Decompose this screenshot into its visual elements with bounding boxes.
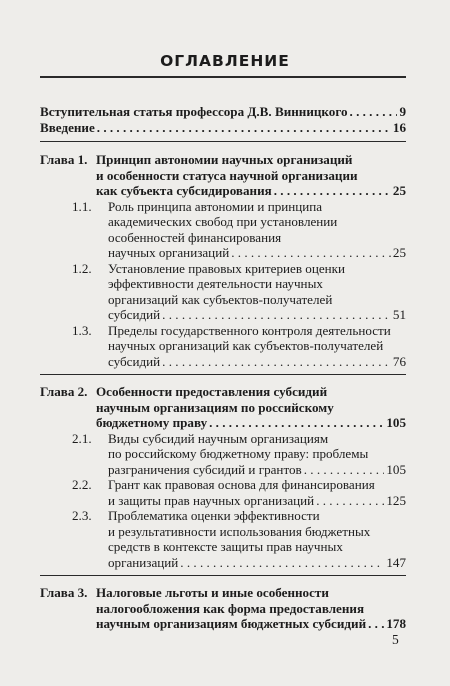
chapter-number: Глава 2. <box>40 384 88 399</box>
page-ref: 9 <box>399 104 406 119</box>
dot-leader <box>368 616 384 632</box>
chapter-rule <box>40 575 406 576</box>
entry-title-line: организаций как субъектов-получателей <box>108 291 333 307</box>
entry-title-line: Особенности предоставления субсидий <box>96 384 328 399</box>
section-entry[interactable] <box>108 477 406 508</box>
section-number: 1.1. <box>72 198 92 214</box>
entry-title-line: средств в контексте защиты прав научных <box>108 539 343 554</box>
entry-title-line: научных организаций как субъектов-получателей <box>108 338 384 353</box>
page-ref: 16 <box>392 119 406 135</box>
front-matter-entry[interactable] <box>40 120 406 136</box>
entry-title-line: субсидий <box>108 307 161 322</box>
dot-leader <box>162 307 391 323</box>
dot-leader <box>274 183 391 199</box>
section-rule <box>40 141 406 142</box>
section-entry[interactable] <box>108 508 406 570</box>
entry-title-line: разграничения субсидий и грантов <box>108 461 302 477</box>
page-number: 5 <box>392 632 399 647</box>
dot-leader <box>180 555 384 571</box>
entry-title-line: Налоговые льготы и иные особенности <box>96 585 329 600</box>
chapter-number: Глава 1. <box>40 152 88 167</box>
section-entry[interactable] <box>108 323 406 370</box>
dot-leader <box>209 415 384 431</box>
section-number: 2.3. <box>72 508 92 523</box>
entry-title-line: эффективности деятельности научных <box>108 276 323 291</box>
dot-leader <box>304 462 385 478</box>
entry-title-line: и защиты прав научных организаций <box>108 492 315 508</box>
entry-title-line: и результативности использования бюджетных <box>108 523 371 539</box>
entry-title-line: академических свобод при установлении <box>108 214 338 229</box>
entry-title-line: Виды субсидий научным организациям <box>108 430 329 446</box>
dot-leader <box>231 245 391 261</box>
chapter-entry[interactable] <box>96 152 406 199</box>
entry-title-line: субсидий <box>108 353 161 369</box>
page-ref: 147 <box>386 554 406 570</box>
page-ref: 51 <box>392 307 406 322</box>
entry-title-line: научным организациям бюджетных субсидий <box>96 616 367 631</box>
entry-title-line: Роль принципа автономии и принципа <box>108 198 323 214</box>
section-number: 1.2. <box>72 260 92 276</box>
toc-heading: ОГЛАВЛЕНИЕ <box>160 52 290 70</box>
entry-title-line: по российскому бюджетному праву: проблемы <box>108 446 369 461</box>
dot-leader <box>350 104 398 120</box>
section-number: 2.1. <box>72 430 92 446</box>
entry-title-line: Установление правовых критериев оценки <box>108 260 346 276</box>
dot-leader <box>97 120 391 136</box>
section-number: 1.3. <box>72 322 92 338</box>
entry-title-line: организаций <box>108 554 179 570</box>
page-ref: 105 <box>386 415 406 430</box>
entry-title-line: Вступительная статья профессора Д.В. Винницкого <box>40 104 348 119</box>
front-matter-entry[interactable] <box>40 104 406 120</box>
entry-title-line: бюджетному праву <box>96 415 208 430</box>
chapter-rule <box>40 374 406 375</box>
entry-title-line: Пределы государственного контроля деятельности <box>108 322 391 338</box>
entry-title-line: как субъекта субсидирования <box>96 183 272 198</box>
chapter-entry[interactable] <box>96 384 406 431</box>
section-entry[interactable] <box>108 431 406 478</box>
page-ref: 178 <box>386 616 406 631</box>
entry-title-line: Введение <box>40 119 95 135</box>
page-ref: 76 <box>392 353 406 369</box>
entry-title-line: особенностей финансирования <box>108 229 282 245</box>
entry-title-line: налогообложения как форма предоставления <box>96 600 365 616</box>
section-entry[interactable] <box>108 261 406 323</box>
dot-leader <box>162 354 391 370</box>
chapter-entry[interactable] <box>96 585 406 632</box>
entry-title-line: научных организаций <box>108 245 230 260</box>
page-ref: 25 <box>392 183 406 198</box>
page-ref: 25 <box>392 245 406 260</box>
entry-title-line: научным организациям по российскому <box>96 399 334 415</box>
entry-title-line: Принцип автономии научных организаций <box>96 152 353 167</box>
section-number: 2.2. <box>72 477 92 492</box>
dot-leader <box>316 493 384 509</box>
heading-rule <box>40 76 406 78</box>
page-ref: 125 <box>386 492 406 508</box>
entry-title-line: Грант как правовая основа для финансирования <box>108 477 375 492</box>
page-ref: 105 <box>386 461 406 477</box>
section-entry[interactable] <box>108 199 406 261</box>
entry-title-line: Проблематика оценки эффективности <box>108 508 320 523</box>
entry-title-line: и особенности статуса научной организации <box>96 167 358 183</box>
chapter-number: Глава 3. <box>40 585 88 600</box>
